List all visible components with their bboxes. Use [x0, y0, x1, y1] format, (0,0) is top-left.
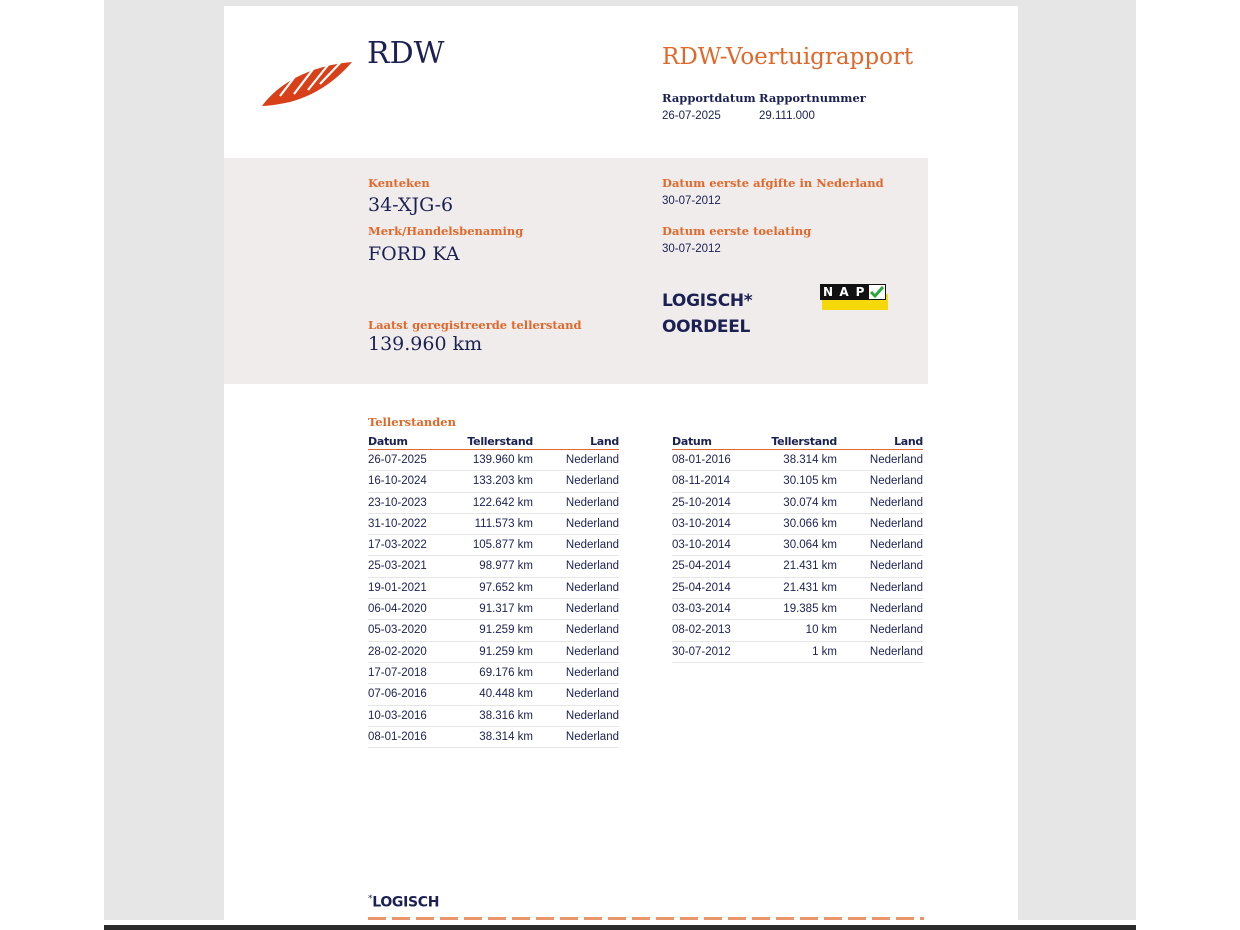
- table-row: [368, 706, 619, 727]
- verdict: [662, 288, 752, 340]
- table-row: [672, 556, 923, 577]
- mileage-table-left: [368, 434, 619, 748]
- row-country: Nederland: [869, 581, 923, 594]
- row-country: Nederland: [565, 666, 619, 679]
- header-country: Land: [894, 435, 923, 448]
- row-date: 25-10-2014: [672, 496, 731, 509]
- row-date: 08-01-2016: [672, 454, 731, 466]
- table-row: [672, 493, 923, 514]
- row-km: 91.259 km: [479, 645, 533, 658]
- row-km: 21.431 km: [783, 560, 837, 573]
- row-date: 08-01-2016: [368, 730, 427, 743]
- table-row: [368, 493, 619, 514]
- row-date: 30-07-2012: [672, 645, 731, 658]
- row-country: Nederland: [869, 603, 923, 616]
- row-km: 97.652 km: [479, 581, 533, 594]
- row-country: Nederland: [565, 603, 619, 616]
- row-date: 26-07-2025: [368, 454, 427, 466]
- table-row: [368, 535, 619, 556]
- odometer-label: Laatst geregistreerde tellerstand: [368, 318, 582, 332]
- row-km: 30.066 km: [783, 517, 837, 530]
- header-date: Datum: [368, 435, 408, 448]
- verdict-line2: OORDEEL: [662, 317, 751, 337]
- footer-asterisk: *: [368, 894, 373, 904]
- first-admission-label: Datum eerste toelating: [662, 224, 812, 238]
- footer-title-text: LOGISCH: [372, 894, 440, 911]
- header-km: Tellerstand: [771, 435, 837, 448]
- header-km: Tellerstand: [467, 435, 533, 448]
- row-km: 38.314 km: [479, 730, 533, 743]
- mileage-table-header: [672, 434, 923, 450]
- row-date: 06-04-2020: [368, 603, 427, 616]
- nap-letter-p: P: [852, 284, 868, 300]
- row-country: Nederland: [565, 475, 619, 488]
- row-date: 28-02-2020: [368, 645, 427, 658]
- row-km: 98.977 km: [479, 560, 533, 573]
- row-date: 08-02-2013: [672, 624, 731, 637]
- row-country: Nederland: [869, 560, 923, 573]
- row-date: 16-10-2024: [368, 475, 427, 488]
- row-country: Nederland: [869, 496, 923, 509]
- mileage-rows-right: [672, 450, 923, 663]
- row-km: 122.642 km: [472, 496, 533, 509]
- plate-value: 34-XJG-6: [368, 194, 454, 216]
- row-km: 30.064 km: [783, 539, 837, 552]
- footer-text-cutoff: [368, 917, 924, 920]
- table-row: [672, 578, 923, 599]
- row-km: 91.259 km: [479, 624, 533, 637]
- row-date: 17-07-2018: [368, 666, 427, 679]
- row-km: 91.317 km: [479, 603, 533, 616]
- report-number-label: Rapportnummer: [759, 91, 866, 105]
- check-icon: [868, 284, 886, 300]
- plate-label: Kenteken: [368, 176, 430, 190]
- header-date: Datum: [672, 435, 712, 448]
- nap-letter-n: N: [820, 284, 836, 300]
- row-date: 10-03-2016: [368, 709, 427, 722]
- row-date: 03-10-2014: [672, 539, 731, 552]
- mileage-rows-left: [368, 450, 619, 748]
- table-row: [368, 514, 619, 535]
- report-page: [224, 6, 1018, 920]
- row-km: 38.316 km: [479, 709, 533, 722]
- table-row: [368, 578, 619, 599]
- first-nl-label: Datum eerste afgifte in Nederland: [662, 176, 884, 190]
- nap-letter-a: A: [836, 284, 852, 300]
- row-date: 08-11-2014: [672, 475, 730, 488]
- row-date: 31-10-2022: [368, 517, 427, 530]
- table-row: [368, 450, 619, 471]
- row-country: Nederland: [565, 496, 619, 509]
- vehicle-summary-panel: [224, 158, 928, 384]
- row-country: Nederland: [565, 581, 619, 594]
- row-date: 17-03-2022: [368, 539, 427, 552]
- row-country: Nederland: [869, 539, 923, 552]
- row-date: 03-10-2014: [672, 517, 731, 530]
- table-row: [368, 684, 619, 705]
- row-country: Nederland: [565, 709, 619, 722]
- row-km: 40.448 km: [479, 688, 533, 701]
- row-country: Nederland: [869, 454, 923, 466]
- table-row: [672, 642, 923, 663]
- row-country: Nederland: [565, 688, 619, 701]
- row-country: Nederland: [565, 517, 619, 530]
- report-date-label: Rapportdatum: [662, 91, 756, 105]
- row-country: Nederland: [565, 730, 619, 743]
- row-km: 19.385 km: [783, 603, 837, 616]
- row-km: 38.314 km: [783, 454, 837, 466]
- verdict-line1: LOGISCH*: [662, 291, 753, 311]
- row-date: 23-10-2023: [368, 496, 427, 509]
- table-row: [368, 599, 619, 620]
- mileage-table-right: [672, 434, 923, 663]
- row-date: 05-03-2020: [368, 624, 427, 637]
- row-km: 21.431 km: [783, 581, 837, 594]
- make-label: Merk/Handelsbenaming: [368, 224, 524, 238]
- report-date: 26-07-2025: [662, 110, 721, 122]
- mileage-section-title: Tellerstanden: [368, 415, 456, 429]
- row-date: 25-03-2021: [368, 560, 427, 573]
- row-country: Nederland: [869, 517, 923, 530]
- row-km: 139.960 km: [472, 454, 533, 466]
- nap-badge: [818, 282, 890, 310]
- row-km: 105.877 km: [472, 539, 533, 552]
- row-km: 69.176 km: [479, 666, 533, 679]
- row-km: 10 km: [805, 624, 837, 637]
- row-country: Nederland: [565, 560, 619, 573]
- table-row: [672, 450, 923, 471]
- row-country: Nederland: [565, 645, 619, 658]
- row-km: 111.573 km: [474, 517, 533, 530]
- row-date: 25-04-2014: [672, 560, 731, 573]
- header-country: Land: [590, 435, 619, 448]
- table-row: [368, 471, 619, 492]
- table-row: [672, 620, 923, 641]
- table-row: [368, 727, 619, 748]
- row-km: 133.203 km: [472, 475, 533, 488]
- table-row: [368, 642, 619, 663]
- table-row: [672, 535, 923, 556]
- row-date: 19-01-2021: [368, 581, 427, 594]
- row-country: Nederland: [565, 539, 619, 552]
- viewer-scrollbar[interactable]: [104, 925, 1136, 930]
- row-country: Nederland: [565, 454, 619, 466]
- table-row: [672, 471, 923, 492]
- row-km: 30.105 km: [783, 475, 837, 488]
- first-nl-value: 30-07-2012: [662, 195, 721, 207]
- rdw-logo-icon: [260, 56, 354, 108]
- mileage-table-header: [368, 434, 619, 450]
- row-date: 07-06-2016: [368, 688, 427, 701]
- brand-name: RDW: [367, 36, 445, 71]
- table-row: [368, 556, 619, 577]
- table-row: [672, 599, 923, 620]
- table-row: [368, 663, 619, 684]
- row-country: Nederland: [869, 624, 923, 637]
- report-number: 29.111.000: [759, 110, 815, 122]
- report-title: RDW-Voertuigrapport: [662, 44, 914, 70]
- odometer-value: 139.960 km: [368, 333, 483, 355]
- row-km: 30.074 km: [783, 496, 837, 509]
- table-row: [368, 620, 619, 641]
- row-date: 03-03-2014: [672, 603, 731, 616]
- row-country: Nederland: [869, 475, 923, 488]
- first-admission-value: 30-07-2012: [662, 243, 721, 255]
- row-country: Nederland: [869, 645, 923, 658]
- table-row: [672, 514, 923, 535]
- row-date: 25-04-2014: [672, 581, 731, 594]
- row-country: Nederland: [565, 624, 619, 637]
- make-value: FORD KA: [368, 243, 460, 265]
- footer-title: [368, 894, 439, 911]
- row-km: 1 km: [812, 645, 837, 658]
